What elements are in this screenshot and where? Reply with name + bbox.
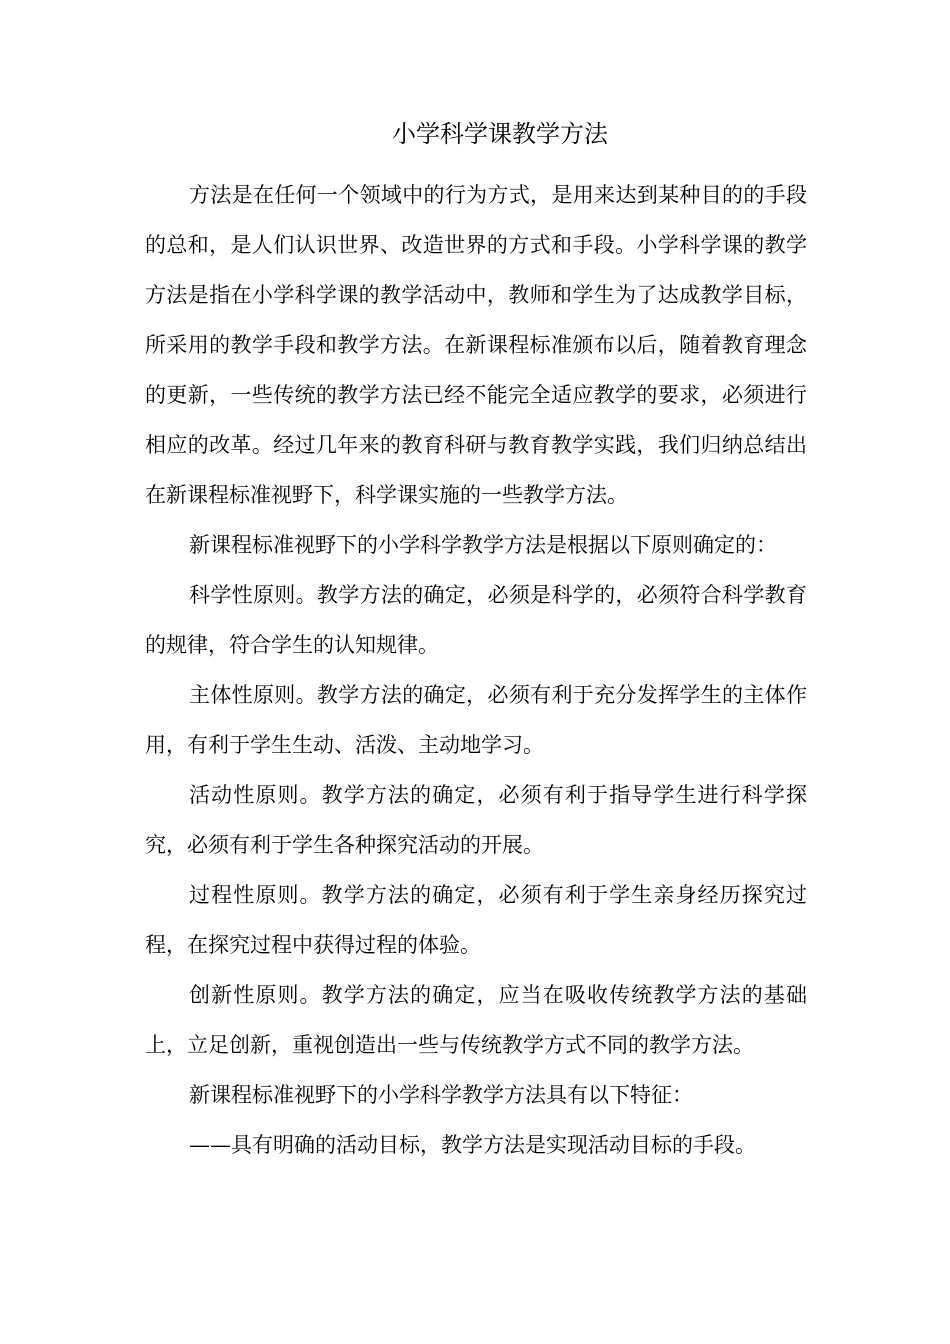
document-body bbox=[145, 170, 807, 1170]
paragraph-intro: 方法是在任何一个领域中的行为方式，是用来达到某种目的的手段的总和，是人们认识世界、改造世界的方式和手段。小学科学课的教学方法是指在小学科学课的教学活动中，教师和学生为了达成教学目标，所采用的教学手段和教学方法。在新课程标准颁布以后，随着教育理念的更新，一些传统的教学方法已经不能完全适应教学的要求，必须进行相应的改革。经过几年来的教育科研与教育教学实践，我们归纳总结出在新课程标准视野下，科学课实施的一些教学方法。 bbox=[145, 183, 807, 507]
paragraph-principles-intro: 新课程标准视野下的小学科学教学方法是根据以下原则确定的： bbox=[189, 533, 777, 557]
paragraph-activity-principle: 活动性原则。教学方法的确定，必须有利于指导学生进行科学探究，必须有利于学生各种探究活动的开展。 bbox=[145, 783, 807, 857]
paragraph-scientific-principle: 科学性原则。教学方法的确定，必须是科学的，必须符合科学教育的规律，符合学生的认知规律。 bbox=[145, 583, 807, 657]
paragraph-innovation-principle: 创新性原则。教学方法的确定，应当在吸收传统教学方法的基础上，立足创新，重视创造出一些与传统教学方式不同的教学方法。 bbox=[145, 983, 807, 1057]
paragraph-features-intro: 新课程标准视野下的小学科学教学方法具有以下特征： bbox=[189, 1083, 693, 1107]
document-title: 小学科学课教学方法 bbox=[392, 120, 608, 148]
paragraph-process-principle: 过程性原则。教学方法的确定，必须有利于学生亲身经历探究过程，在探究过程中获得过程的体验。 bbox=[145, 883, 807, 957]
paragraph-feature-1: ——具有明确的活动目标，教学方法是实现活动目标的手段。 bbox=[189, 1133, 756, 1157]
paragraph-subject-principle: 主体性原则。教学方法的确定，必须有利于充分发挥学生的主体作用，有利于学生生动、活泼、主动地学习。 bbox=[145, 683, 807, 757]
